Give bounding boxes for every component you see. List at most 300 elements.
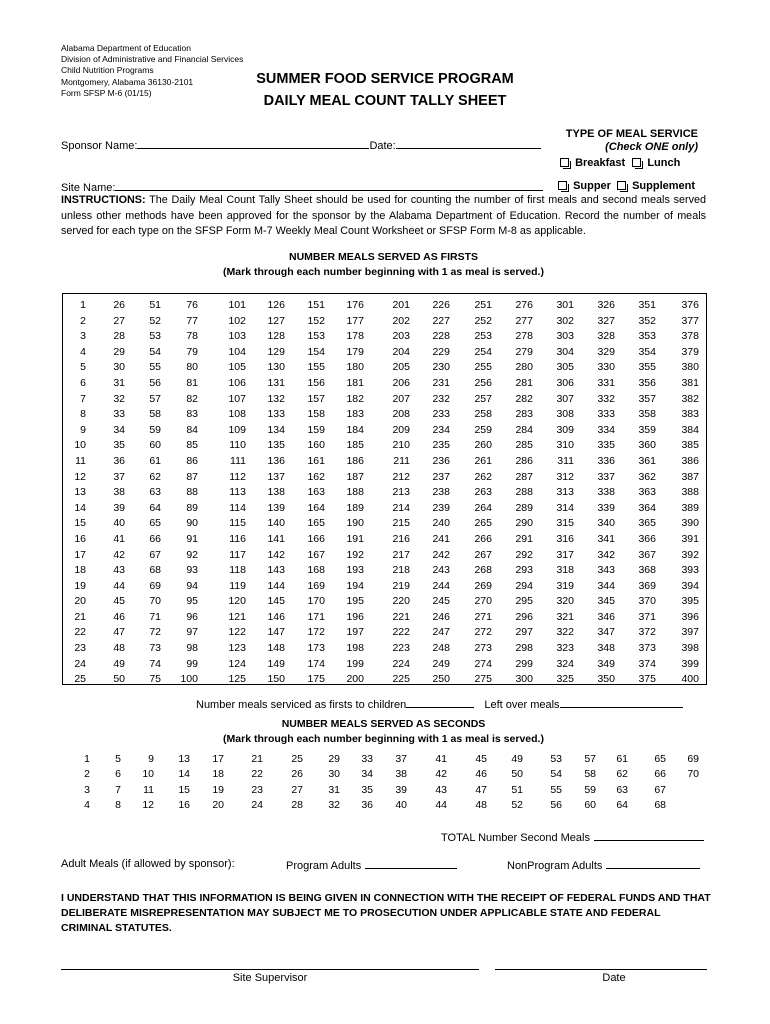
seconds-meal-number[interactable]: 33 — [361, 753, 373, 765]
firsts-meal-number[interactable]: 315 — [556, 517, 574, 530]
firsts-meal-number[interactable]: 91 — [186, 532, 198, 545]
firsts-meal-number[interactable]: 211 — [393, 454, 410, 467]
firsts-meal-number[interactable]: 215 — [392, 517, 410, 530]
firsts-meal-number[interactable]: 256 — [474, 376, 492, 389]
firsts-meal-number[interactable]: 69 — [149, 579, 161, 592]
seconds-meal-number[interactable]: 59 — [584, 783, 596, 796]
firsts-meal-number[interactable]: 249 — [432, 657, 450, 670]
firsts-meal-number[interactable]: 156 — [307, 376, 325, 389]
firsts-meal-number[interactable]: 224 — [392, 657, 410, 670]
firsts-meal-number[interactable]: 122 — [228, 626, 246, 639]
firsts-meal-number[interactable]: 350 — [597, 673, 615, 686]
firsts-meal-number[interactable]: 362 — [638, 470, 656, 483]
signature-date-line[interactable] — [495, 969, 707, 970]
firsts-meal-number[interactable]: 272 — [474, 626, 492, 639]
firsts-meal-number[interactable]: 359 — [638, 423, 656, 436]
firsts-meal-number[interactable]: 5 — [80, 361, 86, 374]
firsts-meal-number[interactable]: 270 — [474, 595, 492, 608]
firsts-meal-number[interactable]: 20 — [74, 595, 86, 608]
firsts-meal-number[interactable]: 391 — [681, 532, 699, 545]
sponsor-name-field[interactable] — [137, 138, 369, 149]
firsts-meal-number[interactable]: 105 — [228, 361, 246, 374]
firsts-meal-number[interactable]: 309 — [556, 423, 574, 436]
seconds-meal-number[interactable]: 23 — [251, 783, 263, 796]
firsts-meal-number[interactable]: 92 — [186, 548, 198, 561]
firsts-meal-number[interactable]: 382 — [681, 392, 699, 405]
firsts-meal-number[interactable]: 364 — [638, 501, 656, 514]
firsts-meal-number[interactable]: 242 — [432, 548, 450, 561]
firsts-meal-number[interactable]: 165 — [307, 517, 325, 530]
firsts-meal-number[interactable]: 294 — [515, 579, 533, 592]
seconds-meal-number[interactable]: 31 — [328, 783, 340, 796]
firsts-meal-number[interactable]: 320 — [556, 595, 574, 608]
firsts-meal-number[interactable]: 173 — [307, 642, 325, 655]
firsts-meal-number[interactable]: 119 — [229, 579, 246, 592]
firsts-meal-number[interactable]: 143 — [267, 564, 285, 577]
firsts-meal-number[interactable]: 102 — [228, 314, 246, 327]
seconds-meal-number[interactable]: 8 — [115, 799, 121, 812]
firsts-meal-number[interactable]: 127 — [267, 314, 285, 327]
firsts-meal-number[interactable]: 303 — [556, 330, 574, 343]
firsts-meal-number[interactable]: 184 — [346, 423, 364, 436]
firsts-meal-number[interactable]: 146 — [267, 610, 285, 623]
firsts-meal-number[interactable]: 86 — [186, 454, 198, 467]
firsts-meal-number[interactable]: 241 — [432, 532, 450, 545]
firsts-meal-number[interactable]: 239 — [432, 501, 450, 514]
firsts-meal-number[interactable]: 38 — [113, 486, 125, 499]
firsts-meal-number[interactable]: 337 — [597, 470, 615, 483]
firsts-meal-number[interactable]: 95 — [186, 595, 198, 608]
seconds-meal-number[interactable]: 49 — [511, 753, 523, 765]
firsts-meal-number[interactable]: 164 — [307, 501, 325, 514]
firsts-meal-number[interactable]: 295 — [515, 595, 533, 608]
firsts-meal-number[interactable]: 96 — [186, 610, 198, 623]
firsts-meal-number[interactable]: 322 — [556, 626, 574, 639]
firsts-meal-number[interactable]: 281 — [515, 376, 533, 389]
firsts-meal-number[interactable]: 296 — [515, 610, 533, 623]
firsts-meal-number[interactable]: 170 — [307, 595, 325, 608]
firsts-meal-number[interactable]: 123 — [228, 642, 246, 655]
firsts-meal-number[interactable]: 225 — [392, 673, 410, 686]
firsts-meal-number[interactable]: 210 — [392, 439, 410, 452]
supplement-checkbox[interactable] — [617, 181, 626, 190]
seconds-meal-number[interactable]: 9 — [148, 753, 154, 765]
seconds-meal-number[interactable]: 14 — [178, 768, 190, 781]
firsts-meal-number[interactable]: 48 — [113, 642, 125, 655]
supper-checkbox[interactable] — [558, 181, 567, 190]
firsts-meal-number[interactable]: 290 — [515, 517, 533, 530]
firsts-meal-number[interactable]: 35 — [113, 439, 125, 452]
firsts-meal-number[interactable]: 101 — [228, 299, 246, 311]
firsts-meal-number[interactable]: 314 — [556, 501, 574, 514]
firsts-meal-number[interactable]: 317 — [556, 548, 574, 561]
firsts-meal-number[interactable]: 158 — [307, 408, 325, 421]
firsts-meal-number[interactable]: 332 — [597, 392, 615, 405]
seconds-meal-number[interactable]: 18 — [212, 768, 224, 781]
seconds-meal-number[interactable]: 20 — [212, 799, 224, 812]
firsts-meal-number[interactable]: 274 — [474, 657, 492, 670]
firsts-meal-number[interactable]: 177 — [346, 314, 364, 327]
firsts-meal-number[interactable]: 53 — [149, 330, 161, 343]
seconds-meal-number[interactable]: 64 — [616, 799, 628, 812]
firsts-meal-number[interactable]: 152 — [307, 314, 325, 327]
firsts-meal-number[interactable]: 181 — [346, 376, 364, 389]
firsts-meal-number[interactable]: 126 — [267, 299, 285, 311]
seconds-meal-number[interactable]: 44 — [435, 799, 447, 812]
seconds-total-field[interactable] — [594, 830, 704, 841]
firsts-meal-number[interactable]: 43 — [113, 564, 125, 577]
seconds-meal-number[interactable]: 42 — [435, 768, 447, 781]
firsts-meal-number[interactable]: 389 — [681, 501, 699, 514]
firsts-meal-number[interactable]: 131 — [267, 376, 285, 389]
seconds-meal-number[interactable]: 6 — [115, 768, 121, 781]
firsts-meal-number[interactable]: 166 — [307, 532, 325, 545]
firsts-meal-number[interactable]: 31 — [113, 376, 125, 389]
firsts-meal-number[interactable]: 370 — [638, 595, 656, 608]
firsts-meal-number[interactable]: 22 — [74, 626, 86, 639]
firsts-meal-number[interactable]: 338 — [597, 486, 615, 499]
firsts-meal-number[interactable]: 188 — [346, 486, 364, 499]
seconds-meal-number[interactable]: 7 — [115, 783, 121, 796]
firsts-meal-number[interactable]: 260 — [474, 439, 492, 452]
firsts-meal-number[interactable]: 116 — [229, 532, 246, 545]
firsts-meal-number[interactable]: 104 — [228, 345, 246, 358]
firsts-meal-number[interactable]: 358 — [638, 408, 656, 421]
firsts-meal-number[interactable]: 378 — [681, 330, 699, 343]
firsts-meal-number[interactable]: 64 — [149, 501, 161, 514]
firsts-meal-number[interactable]: 345 — [597, 595, 615, 608]
firsts-meal-number[interactable]: 310 — [556, 439, 574, 452]
firsts-meal-number[interactable]: 203 — [392, 330, 410, 343]
firsts-meal-number[interactable]: 163 — [307, 486, 325, 499]
seconds-meal-number[interactable]: 35 — [361, 783, 373, 796]
firsts-meal-number[interactable]: 360 — [638, 439, 656, 452]
seconds-meal-number[interactable]: 37 — [395, 753, 407, 765]
firsts-meal-number[interactable]: 182 — [346, 392, 364, 405]
firsts-meal-number[interactable]: 367 — [638, 548, 656, 561]
firsts-meal-number[interactable]: 204 — [392, 345, 410, 358]
firsts-meal-number[interactable]: 174 — [307, 657, 325, 670]
firsts-meal-number[interactable]: 179 — [346, 345, 364, 358]
firsts-meal-number[interactable]: 223 — [392, 642, 410, 655]
seconds-meal-number[interactable]: 11 — [143, 783, 154, 796]
firsts-meal-number[interactable]: 162 — [307, 470, 325, 483]
firsts-meal-number[interactable]: 372 — [638, 626, 656, 639]
firsts-meal-number[interactable]: 306 — [556, 376, 574, 389]
seconds-meal-number[interactable]: 15 — [178, 783, 190, 796]
seconds-meal-number[interactable]: 22 — [251, 768, 263, 781]
seconds-meal-number[interactable]: 67 — [654, 783, 666, 796]
firsts-meal-number[interactable]: 45 — [113, 595, 125, 608]
firsts-meal-number[interactable]: 10 — [74, 439, 86, 452]
firsts-meal-number[interactable]: 307 — [556, 392, 574, 405]
firsts-meal-number[interactable]: 186 — [346, 454, 364, 467]
firsts-meal-number[interactable]: 308 — [556, 408, 574, 421]
firsts-meal-number[interactable]: 293 — [515, 564, 533, 577]
firsts-meal-number[interactable]: 297 — [515, 626, 533, 639]
firsts-meal-number[interactable]: 397 — [681, 626, 699, 639]
firsts-meal-number[interactable]: 157 — [307, 392, 325, 405]
firsts-meal-number[interactable]: 110 — [229, 439, 246, 452]
firsts-meal-number[interactable]: 130 — [267, 361, 285, 374]
firsts-meal-number[interactable]: 44 — [113, 579, 125, 592]
firsts-meal-number[interactable]: 107 — [228, 392, 246, 405]
firsts-meal-number[interactable]: 15 — [74, 517, 86, 530]
firsts-meal-number[interactable]: 371 — [638, 610, 656, 623]
firsts-meal-number[interactable]: 251 — [474, 299, 492, 311]
firsts-meal-number[interactable]: 135 — [267, 439, 285, 452]
firsts-meal-number[interactable]: 190 — [346, 517, 364, 530]
seconds-meal-number[interactable]: 55 — [550, 783, 562, 796]
firsts-meal-number[interactable]: 93 — [186, 564, 198, 577]
firsts-meal-number[interactable]: 301 — [556, 299, 574, 311]
firsts-meal-number[interactable]: 230 — [432, 361, 450, 374]
firsts-meal-number[interactable]: 363 — [638, 486, 656, 499]
firsts-meal-number[interactable]: 59 — [149, 423, 161, 436]
firsts-meal-number[interactable]: 19 — [74, 579, 86, 592]
firsts-meal-number[interactable]: 9 — [80, 423, 86, 436]
firsts-meal-number[interactable]: 277 — [515, 314, 533, 327]
firsts-meal-number[interactable]: 25 — [74, 673, 86, 686]
firsts-meal-number[interactable]: 58 — [149, 408, 161, 421]
seconds-meal-number[interactable]: 57 — [584, 753, 596, 765]
seconds-meal-number[interactable]: 13 — [178, 753, 190, 765]
firsts-meal-number[interactable]: 278 — [515, 330, 533, 343]
firsts-meal-number[interactable]: 238 — [432, 486, 450, 499]
firsts-meal-number[interactable]: 219 — [392, 579, 410, 592]
firsts-meal-number[interactable]: 151 — [307, 299, 325, 311]
firsts-meal-number[interactable]: 49 — [113, 657, 125, 670]
firsts-meal-number[interactable]: 262 — [474, 470, 492, 483]
firsts-meal-number[interactable]: 340 — [597, 517, 615, 530]
firsts-meal-number[interactable]: 62 — [149, 470, 161, 483]
seconds-meal-number[interactable]: 10 — [142, 768, 154, 781]
firsts-meal-number[interactable]: 285 — [515, 439, 533, 452]
firsts-meal-number[interactable]: 369 — [638, 579, 656, 592]
firsts-meal-number[interactable]: 218 — [392, 564, 410, 577]
firsts-meal-number[interactable]: 36 — [113, 454, 125, 467]
firsts-meal-number[interactable]: 150 — [267, 673, 285, 686]
firsts-meal-number[interactable]: 129 — [267, 345, 285, 358]
firsts-meal-number[interactable]: 137 — [267, 470, 285, 483]
firsts-meal-number[interactable]: 40 — [113, 517, 125, 530]
firsts-meal-number[interactable]: 326 — [597, 299, 615, 311]
firsts-meal-number[interactable]: 282 — [515, 392, 533, 405]
firsts-meal-number[interactable]: 90 — [186, 517, 198, 530]
firsts-meal-number[interactable]: 265 — [474, 517, 492, 530]
firsts-meal-number[interactable]: 392 — [681, 548, 699, 561]
firsts-meal-number[interactable]: 325 — [556, 673, 574, 686]
firsts-meal-number[interactable]: 13 — [74, 486, 86, 499]
firsts-meal-number[interactable]: 195 — [346, 595, 364, 608]
lunch-checkbox[interactable] — [632, 158, 641, 167]
seconds-meal-number[interactable]: 25 — [291, 753, 303, 765]
seconds-meal-number[interactable]: 16 — [178, 799, 190, 812]
firsts-meal-number[interactable]: 117 — [229, 548, 246, 561]
firsts-meal-number[interactable]: 37 — [113, 470, 125, 483]
firsts-meal-number[interactable]: 216 — [392, 532, 410, 545]
supervisor-signature-line[interactable] — [61, 969, 479, 970]
firsts-meal-number[interactable]: 63 — [149, 486, 161, 499]
firsts-meal-number[interactable]: 183 — [346, 408, 364, 421]
seconds-meal-number[interactable]: 60 — [584, 799, 596, 812]
firsts-meal-number[interactable]: 100 — [180, 673, 198, 686]
firsts-meal-number[interactable]: 312 — [556, 470, 574, 483]
firsts-meal-number[interactable]: 87 — [186, 470, 198, 483]
firsts-meal-number[interactable]: 280 — [515, 361, 533, 374]
firsts-meal-number[interactable]: 187 — [346, 470, 364, 483]
firsts-meal-number[interactable]: 193 — [346, 564, 364, 577]
firsts-meal-number[interactable]: 74 — [149, 657, 161, 670]
firsts-meal-number[interactable]: 220 — [392, 595, 410, 608]
firsts-meal-number[interactable]: 16 — [74, 532, 86, 545]
firsts-meal-number[interactable]: 26 — [113, 299, 125, 311]
seconds-meal-number[interactable]: 17 — [212, 753, 224, 765]
firsts-meal-number[interactable]: 82 — [186, 392, 198, 405]
firsts-meal-number[interactable]: 189 — [346, 501, 364, 514]
nonprogram-adults-field[interactable] — [606, 858, 700, 869]
firsts-meal-number[interactable]: 149 — [267, 657, 285, 670]
firsts-meal-number[interactable]: 311 — [557, 454, 574, 467]
firsts-meal-number[interactable]: 339 — [597, 501, 615, 514]
firsts-meal-number[interactable]: 73 — [149, 642, 161, 655]
firsts-meal-number[interactable]: 85 — [186, 439, 198, 452]
firsts-meal-number[interactable]: 329 — [597, 345, 615, 358]
firsts-meal-number[interactable]: 269 — [474, 579, 492, 592]
firsts-meal-number[interactable]: 243 — [432, 564, 450, 577]
firsts-meal-number[interactable]: 29 — [113, 345, 125, 358]
firsts-meal-number[interactable]: 14 — [74, 501, 86, 514]
firsts-meal-number[interactable]: 46 — [113, 610, 125, 623]
firsts-meal-number[interactable]: 108 — [228, 408, 246, 421]
firsts-meal-number[interactable]: 197 — [346, 626, 364, 639]
firsts-meal-number[interactable]: 299 — [515, 657, 533, 670]
firsts-meal-number[interactable]: 167 — [307, 548, 325, 561]
seconds-meal-number[interactable]: 68 — [654, 799, 666, 812]
firsts-meal-number[interactable]: 147 — [267, 626, 285, 639]
firsts-meal-number[interactable]: 67 — [149, 548, 161, 561]
firsts-meal-number[interactable]: 144 — [267, 579, 285, 592]
firsts-meal-number[interactable]: 400 — [681, 673, 699, 686]
firsts-meal-number[interactable]: 390 — [681, 517, 699, 530]
firsts-meal-number[interactable]: 75 — [149, 673, 161, 686]
firsts-meal-number[interactable]: 6 — [80, 376, 86, 389]
firsts-meal-number[interactable]: 287 — [515, 470, 533, 483]
firsts-meal-number[interactable]: 244 — [432, 579, 450, 592]
firsts-meal-number[interactable]: 349 — [597, 657, 615, 670]
seconds-meal-number[interactable]: 36 — [361, 799, 373, 812]
firsts-meal-number[interactable]: 385 — [681, 439, 699, 452]
firsts-meal-number[interactable]: 333 — [597, 408, 615, 421]
firsts-meal-number[interactable]: 109 — [228, 423, 246, 436]
firsts-meal-number[interactable]: 291 — [515, 532, 533, 545]
firsts-meal-number[interactable]: 191 — [346, 532, 364, 545]
firsts-meal-number[interactable]: 185 — [346, 439, 364, 452]
firsts-meal-number[interactable]: 201 — [392, 299, 410, 311]
firsts-meal-number[interactable]: 79 — [186, 345, 198, 358]
firsts-meal-number[interactable]: 56 — [149, 376, 161, 389]
firsts-meal-number[interactable]: 395 — [681, 595, 699, 608]
firsts-meal-number[interactable]: 353 — [638, 330, 656, 343]
firsts-meal-number[interactable]: 324 — [556, 657, 574, 670]
firsts-meal-number[interactable]: 288 — [515, 486, 533, 499]
firsts-meal-number[interactable]: 334 — [597, 423, 615, 436]
firsts-meal-number[interactable]: 258 — [474, 408, 492, 421]
firsts-meal-number[interactable]: 365 — [638, 517, 656, 530]
firsts-meal-number[interactable]: 393 — [681, 564, 699, 577]
firsts-meal-number[interactable]: 70 — [149, 595, 161, 608]
firsts-meal-number[interactable]: 394 — [681, 579, 699, 592]
firsts-meal-number[interactable]: 139 — [267, 501, 285, 514]
firsts-meal-number[interactable]: 84 — [186, 423, 198, 436]
firsts-meal-number[interactable]: 125 — [228, 673, 246, 686]
firsts-meal-number[interactable]: 250 — [432, 673, 450, 686]
firsts-meal-number[interactable]: 168 — [307, 564, 325, 577]
seconds-meal-number[interactable]: 34 — [361, 768, 373, 781]
firsts-meal-number[interactable]: 259 — [474, 423, 492, 436]
firsts-meal-number[interactable]: 316 — [556, 532, 574, 545]
firsts-meal-number[interactable]: 57 — [149, 392, 161, 405]
firsts-meal-number[interactable]: 169 — [307, 579, 325, 592]
firsts-meal-number[interactable]: 221 — [392, 610, 410, 623]
firsts-meal-number[interactable]: 112 — [229, 470, 246, 483]
firsts-meal-number[interactable]: 347 — [597, 626, 615, 639]
firsts-meal-number[interactable]: 111 — [230, 454, 246, 467]
firsts-meal-number[interactable]: 128 — [267, 330, 285, 343]
firsts-meal-number[interactable]: 383 — [681, 408, 699, 421]
seconds-meal-number[interactable]: 1 — [84, 753, 90, 765]
firsts-meal-number[interactable]: 237 — [432, 470, 450, 483]
firsts-meal-number[interactable]: 336 — [597, 454, 615, 467]
firsts-meal-number[interactable]: 236 — [432, 454, 450, 467]
firsts-meal-number[interactable]: 134 — [267, 423, 285, 436]
firsts-meal-number[interactable]: 264 — [474, 501, 492, 514]
firsts-meal-number[interactable]: 66 — [149, 532, 161, 545]
firsts-meal-number[interactable]: 30 — [113, 361, 125, 374]
firsts-meal-number[interactable]: 51 — [149, 299, 161, 311]
firsts-meal-number[interactable]: 54 — [149, 345, 161, 358]
firsts-meal-number[interactable]: 159 — [307, 423, 325, 436]
firsts-meal-number[interactable]: 68 — [149, 564, 161, 577]
firsts-meal-number[interactable]: 18 — [74, 564, 86, 577]
firsts-meal-number[interactable]: 348 — [597, 642, 615, 655]
seconds-meal-number[interactable]: 27 — [291, 783, 303, 796]
firsts-meal-number[interactable]: 276 — [515, 299, 533, 311]
firsts-meal-number[interactable]: 154 — [307, 345, 325, 358]
firsts-meal-number[interactable]: 17 — [74, 548, 86, 561]
firsts-meal-number[interactable]: 176 — [346, 299, 364, 311]
firsts-meal-number[interactable]: 229 — [432, 345, 450, 358]
firsts-meal-number[interactable]: 209 — [392, 423, 410, 436]
firsts-meal-number[interactable]: 328 — [597, 330, 615, 343]
firsts-meal-number[interactable]: 232 — [432, 392, 450, 405]
firsts-meal-number[interactable]: 80 — [186, 361, 198, 374]
firsts-meal-number[interactable]: 138 — [267, 486, 285, 499]
firsts-meal-number[interactable]: 245 — [432, 595, 450, 608]
seconds-meal-number[interactable]: 41 — [435, 753, 447, 765]
firsts-meal-number[interactable]: 24 — [74, 657, 86, 670]
seconds-meal-number[interactable]: 52 — [511, 799, 523, 812]
firsts-meal-number[interactable]: 318 — [556, 564, 574, 577]
firsts-meal-number[interactable]: 4 — [80, 345, 86, 358]
firsts-meal-number[interactable]: 257 — [474, 392, 492, 405]
seconds-meal-number[interactable]: 26 — [291, 768, 303, 781]
seconds-meal-number[interactable]: 39 — [395, 783, 407, 796]
seconds-meal-number[interactable]: 48 — [475, 799, 487, 812]
firsts-meal-number[interactable]: 7 — [80, 392, 86, 405]
firsts-meal-number[interactable]: 261 — [474, 454, 492, 467]
firsts-meal-number[interactable]: 172 — [307, 626, 325, 639]
